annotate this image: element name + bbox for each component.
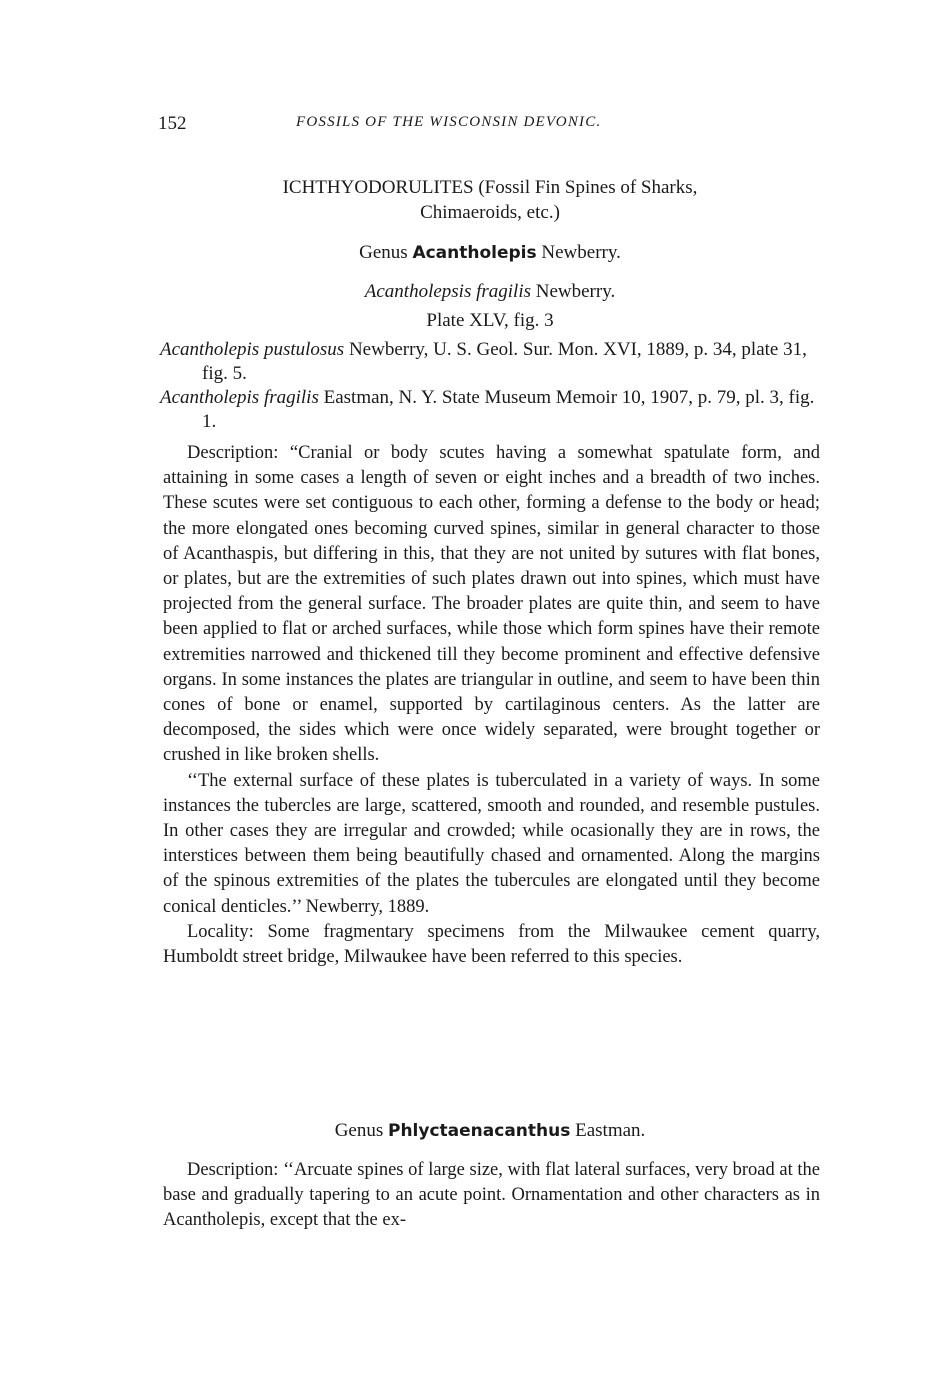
synonymy-name: Acantholepis fragilis — [160, 387, 319, 408]
section-heading-line1: ICHTHYODORULITES (Fossil Fin Spines of Sharks, — [282, 177, 698, 198]
genus-prefix: Genus — [359, 242, 408, 263]
synonymy-name: Acantholepis pustulosus — [160, 339, 345, 360]
description-text — [163, 441, 820, 970]
synonymy-entry — [160, 338, 820, 386]
genus-heading-acantholepis — [150, 240, 830, 266]
genus-prefix: Genus — [334, 1120, 384, 1141]
final-description — [163, 1158, 820, 1234]
synonymy-citation: Newberry, U. S. Geol. Sur. Mon. XVI, 1889, p. 34, plate 31, fig. 5. — [202, 339, 807, 384]
synonymy-citation: Eastman, N. Y. State Museum Memoir 10, 1907, p. 79, pl. 3, fig. 1. — [202, 387, 815, 432]
running-head — [158, 113, 818, 139]
genus-name: Phlyctaenacanthus — [388, 1121, 571, 1141]
genus-name: Acantholepis — [412, 243, 537, 263]
section-heading — [150, 175, 830, 225]
quote-paragraph: ‘‘The external surface of these plates is tuberculated in a variety of ways. In some instances the tubercles are large, scattered, smooth and rounded, and resemble pustules. In other cases they are irregular and crowded; while ocasionally they are in rows, the interstices between them being beautifully chased and ornamented. Along the margins of the spinous extremities of the plates the tubercules are elongated until they become conical denticles.’’ Newberry, 1889. — [163, 770, 820, 917]
page-number: 152 — [158, 113, 187, 134]
synonymy-list — [160, 338, 820, 434]
species-author: Newberry. — [535, 281, 616, 302]
genus-heading-phlyctaenacanthus — [150, 1118, 830, 1144]
genus-author: Eastman. — [575, 1120, 646, 1141]
genus-author: Newberry. — [541, 242, 621, 263]
species-name: Acantholepsis fragilis — [364, 281, 531, 302]
description-paragraph: Description: “Cranial or body scutes having a somewhat spatulate form, and attaining in some cases a length of seven or eight inches and a breadth of two inches. These scutes were set contiguous to each other, forming a defense to the body or head; the more elongated ones becoming curved spines, similar in general character to those of Acanthaspis, but differing in this, that they are not united by sutures with flat bones, or plates, but are the extremities of such plates drawn out into spines, which must have projected from the general surface. The broader plates are quite thin, and seem to have been applied to flat or arched surfaces, while those which form spines have their remote extremities narrowed and thickened till they become prominent and effective defensive organs. In some instances the plates are triangular in outline, and seem to have been thin cones of bone or enamel, supported by cartilaginous centers. As the latter are decomposed, the sides which were once widely separated, were brought together or crushed in like broken shells. — [163, 443, 820, 766]
locality-paragraph: Locality: Some fragmentary specimens from the Milwaukee cement quarry, Humboldt street bridge, Milwaukee have been referred to this species. — [163, 921, 820, 968]
species-heading — [150, 279, 830, 304]
plate-reference: Plate XLV, fig. 3 — [426, 310, 554, 331]
final-description-paragraph: Description: ‘‘Arcuate spines of large size, with flat lateral surfaces, very broad at the base and gradually tapering to an acute point. Ornamentation and other characters as in Acantholepis, except that the ex- — [163, 1160, 820, 1231]
synonymy-entry — [160, 386, 820, 434]
section-heading-line2: Chimaeroids, etc.) — [420, 202, 560, 223]
running-title: FOSSILS OF THE WISCONSIN DEVONIC. — [296, 114, 602, 130]
